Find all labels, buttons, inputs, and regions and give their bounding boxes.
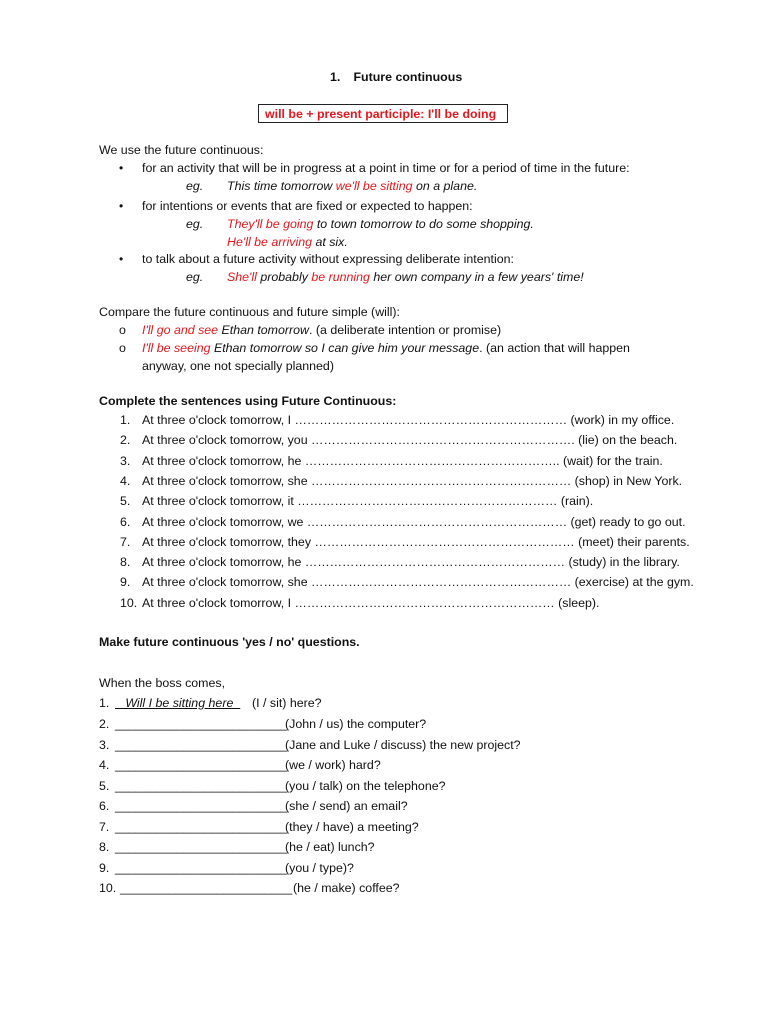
compare-line xyxy=(142,323,501,337)
circle-bullet-icon: o xyxy=(119,323,126,337)
exercise-2-prompt: (you / type)? xyxy=(285,860,354,875)
example-highlight: He'll be arriving xyxy=(227,235,313,249)
answer-blank: _________________________ xyxy=(120,881,293,895)
exercise-1-number: 9. xyxy=(120,575,131,590)
compare-part: anyway, one not specially planned) xyxy=(142,359,334,373)
exercise-2-prompt: (we / work) hard? xyxy=(285,758,381,772)
title-number: 1. xyxy=(330,70,341,84)
exercise-1-sentence: At three o'clock tomorrow, he ……………………………………………………… (study) in the library. xyxy=(142,555,680,570)
exercise-2-number: 5. xyxy=(99,778,110,793)
exercise-1-sentence: At three o'clock tomorrow, she ……………………………………………………… (shop) in New York. xyxy=(142,473,683,488)
intro-text: We use the future continuous: xyxy=(99,143,264,157)
example-sentence xyxy=(227,217,534,231)
compare-line xyxy=(142,359,334,373)
exercise-2-number: 9. xyxy=(99,860,110,875)
answer-blank: _________________________ xyxy=(115,840,288,854)
exercise-2-prompt: (he / make) coffee? xyxy=(293,881,400,895)
exercise-2-number: 1. xyxy=(99,696,110,710)
example-part: to town tomorrow to do some shopping. xyxy=(313,217,534,231)
exercise-2-prompt: (John / us) the computer? xyxy=(285,717,427,731)
answer-blank: _________________________ xyxy=(115,819,288,834)
compare-part: I'll go and see xyxy=(142,323,219,337)
bullet-dot: • xyxy=(119,252,124,266)
answer-blank: _________________________ xyxy=(115,758,288,772)
compare-part: Ethan tomorrow xyxy=(218,323,309,337)
exercise-1-number: 2. xyxy=(120,433,131,448)
exercise-1-number: 8. xyxy=(120,555,131,570)
use-text: for an activity that will be in progress at a point in time or for a period of time in the future: xyxy=(142,161,630,175)
exercise-1-sentence: At three o'clock tomorrow, you ………………………………………………………. (lie) on the beach. xyxy=(142,433,678,448)
bullet-dot: • xyxy=(119,199,124,213)
exercise-1-number: 1. xyxy=(120,413,131,427)
exercise-1-heading: Complete the sentences using Future Continuous: xyxy=(99,394,397,408)
exercise-2-prompt: (they / have) a meeting? xyxy=(285,819,419,834)
exercise-2-number: 4. xyxy=(99,758,110,772)
example-label: eg. xyxy=(186,270,204,284)
formula-box: will be + present participle: I'll be doing xyxy=(258,104,508,123)
answer-blank: _________________________ xyxy=(115,860,288,875)
exercise-1-number: 10. xyxy=(120,595,138,610)
example-part: at six. xyxy=(312,235,348,249)
example-sentence xyxy=(227,235,348,249)
exercise-2-prompt: (Jane and Luke / discuss) the new project? xyxy=(285,737,521,752)
exercise-2-number: 3. xyxy=(99,737,110,752)
exercise-2-number: 6. xyxy=(99,799,110,813)
example-highlight: She'll xyxy=(227,270,257,284)
exercise-1-sentence: At three o'clock tomorrow, they ……………………………………………………… (meet) their parents. xyxy=(142,534,690,549)
example-highlight: be running xyxy=(311,270,370,284)
exercise-2-prompt: (you / talk) on the telephone? xyxy=(285,778,446,793)
answer-blank: _________________________ xyxy=(115,737,288,752)
exercise-1-number: 7. xyxy=(120,534,131,549)
exercise-2-prompt: (she / send) an email? xyxy=(285,799,408,813)
example-part: This time tomorrow xyxy=(227,179,336,193)
example-answer: Will I be sitting here xyxy=(115,696,241,710)
title-text: Future continuous xyxy=(353,70,463,84)
compare-part: I'll be seeing xyxy=(142,341,211,355)
example-part: on a plane. xyxy=(412,179,478,193)
exercise-1-number: 3. xyxy=(120,453,131,468)
exercise-2-number: 8. xyxy=(99,840,110,854)
answer-blank: _________________________ xyxy=(115,778,288,793)
exercise-2-intro: When the boss comes, xyxy=(99,676,226,690)
exercise-1-sentence: At three o'clock tomorrow, I ……………………………………………………… (sleep). xyxy=(142,595,600,610)
circle-bullet-icon: o xyxy=(119,341,126,355)
example-part: her own company in a few years' time! xyxy=(369,270,584,284)
answer-blank: _________________________ xyxy=(115,799,288,813)
exercise-1-sentence: At three o'clock tomorrow, she ……………………………………………………… (exercise) at the gym. xyxy=(142,575,694,590)
exercise-1-number: 6. xyxy=(120,514,131,529)
exercise-2-prompt: (he / eat) lunch? xyxy=(285,840,375,854)
example-part: probably xyxy=(256,270,312,284)
exercise-1-number: 5. xyxy=(120,494,131,509)
exercise-1-sentence: At three o'clock tomorrow, I ………………………………………………………… (work) in my office. xyxy=(142,413,675,427)
exercise-2-prompt: (I / sit) here? xyxy=(252,696,322,710)
example-highlight: we'll be sitting xyxy=(335,179,413,193)
use-text: for intentions or events that are fixed or expected to happen: xyxy=(142,199,473,213)
compare-part: . (an action that will happen xyxy=(479,341,630,355)
exercise-1-sentence: At three o'clock tomorrow, he …………………………………………………….. (wait) for the train. xyxy=(142,453,663,468)
exercise-1-sentence: At three o'clock tomorrow, it ……………………………………………………… (rain). xyxy=(142,494,594,509)
compare-part: Ethan tomorrow so I can give him your message xyxy=(210,341,480,355)
answer-blank: _________________________ xyxy=(115,717,288,731)
bullet-dot: • xyxy=(119,161,124,175)
exercise-2-number: 7. xyxy=(99,819,110,834)
exercise-2-heading: Make future continuous 'yes / no' questions. xyxy=(99,635,360,649)
page-title xyxy=(330,70,462,84)
use-text: to talk about a future activity without expressing deliberate intention: xyxy=(142,252,514,266)
example-sentence xyxy=(227,179,477,193)
exercise-2-number: 2. xyxy=(99,717,110,731)
example-highlight: They'll be going xyxy=(227,217,314,231)
example-sentence xyxy=(227,270,584,284)
example-label: eg. xyxy=(186,179,204,193)
exercise-1-sentence: At three o'clock tomorrow, we ……………………………………………………… (get) ready to go out. xyxy=(142,514,686,529)
compare-part: . (a deliberate intention or promise) xyxy=(308,323,502,337)
compare-heading: Compare the future continuous and future simple (will): xyxy=(99,305,400,319)
compare-line xyxy=(142,341,630,355)
exercise-2-number: 10. xyxy=(99,881,117,895)
example-label: eg. xyxy=(186,217,204,231)
exercise-1-number: 4. xyxy=(120,473,131,488)
